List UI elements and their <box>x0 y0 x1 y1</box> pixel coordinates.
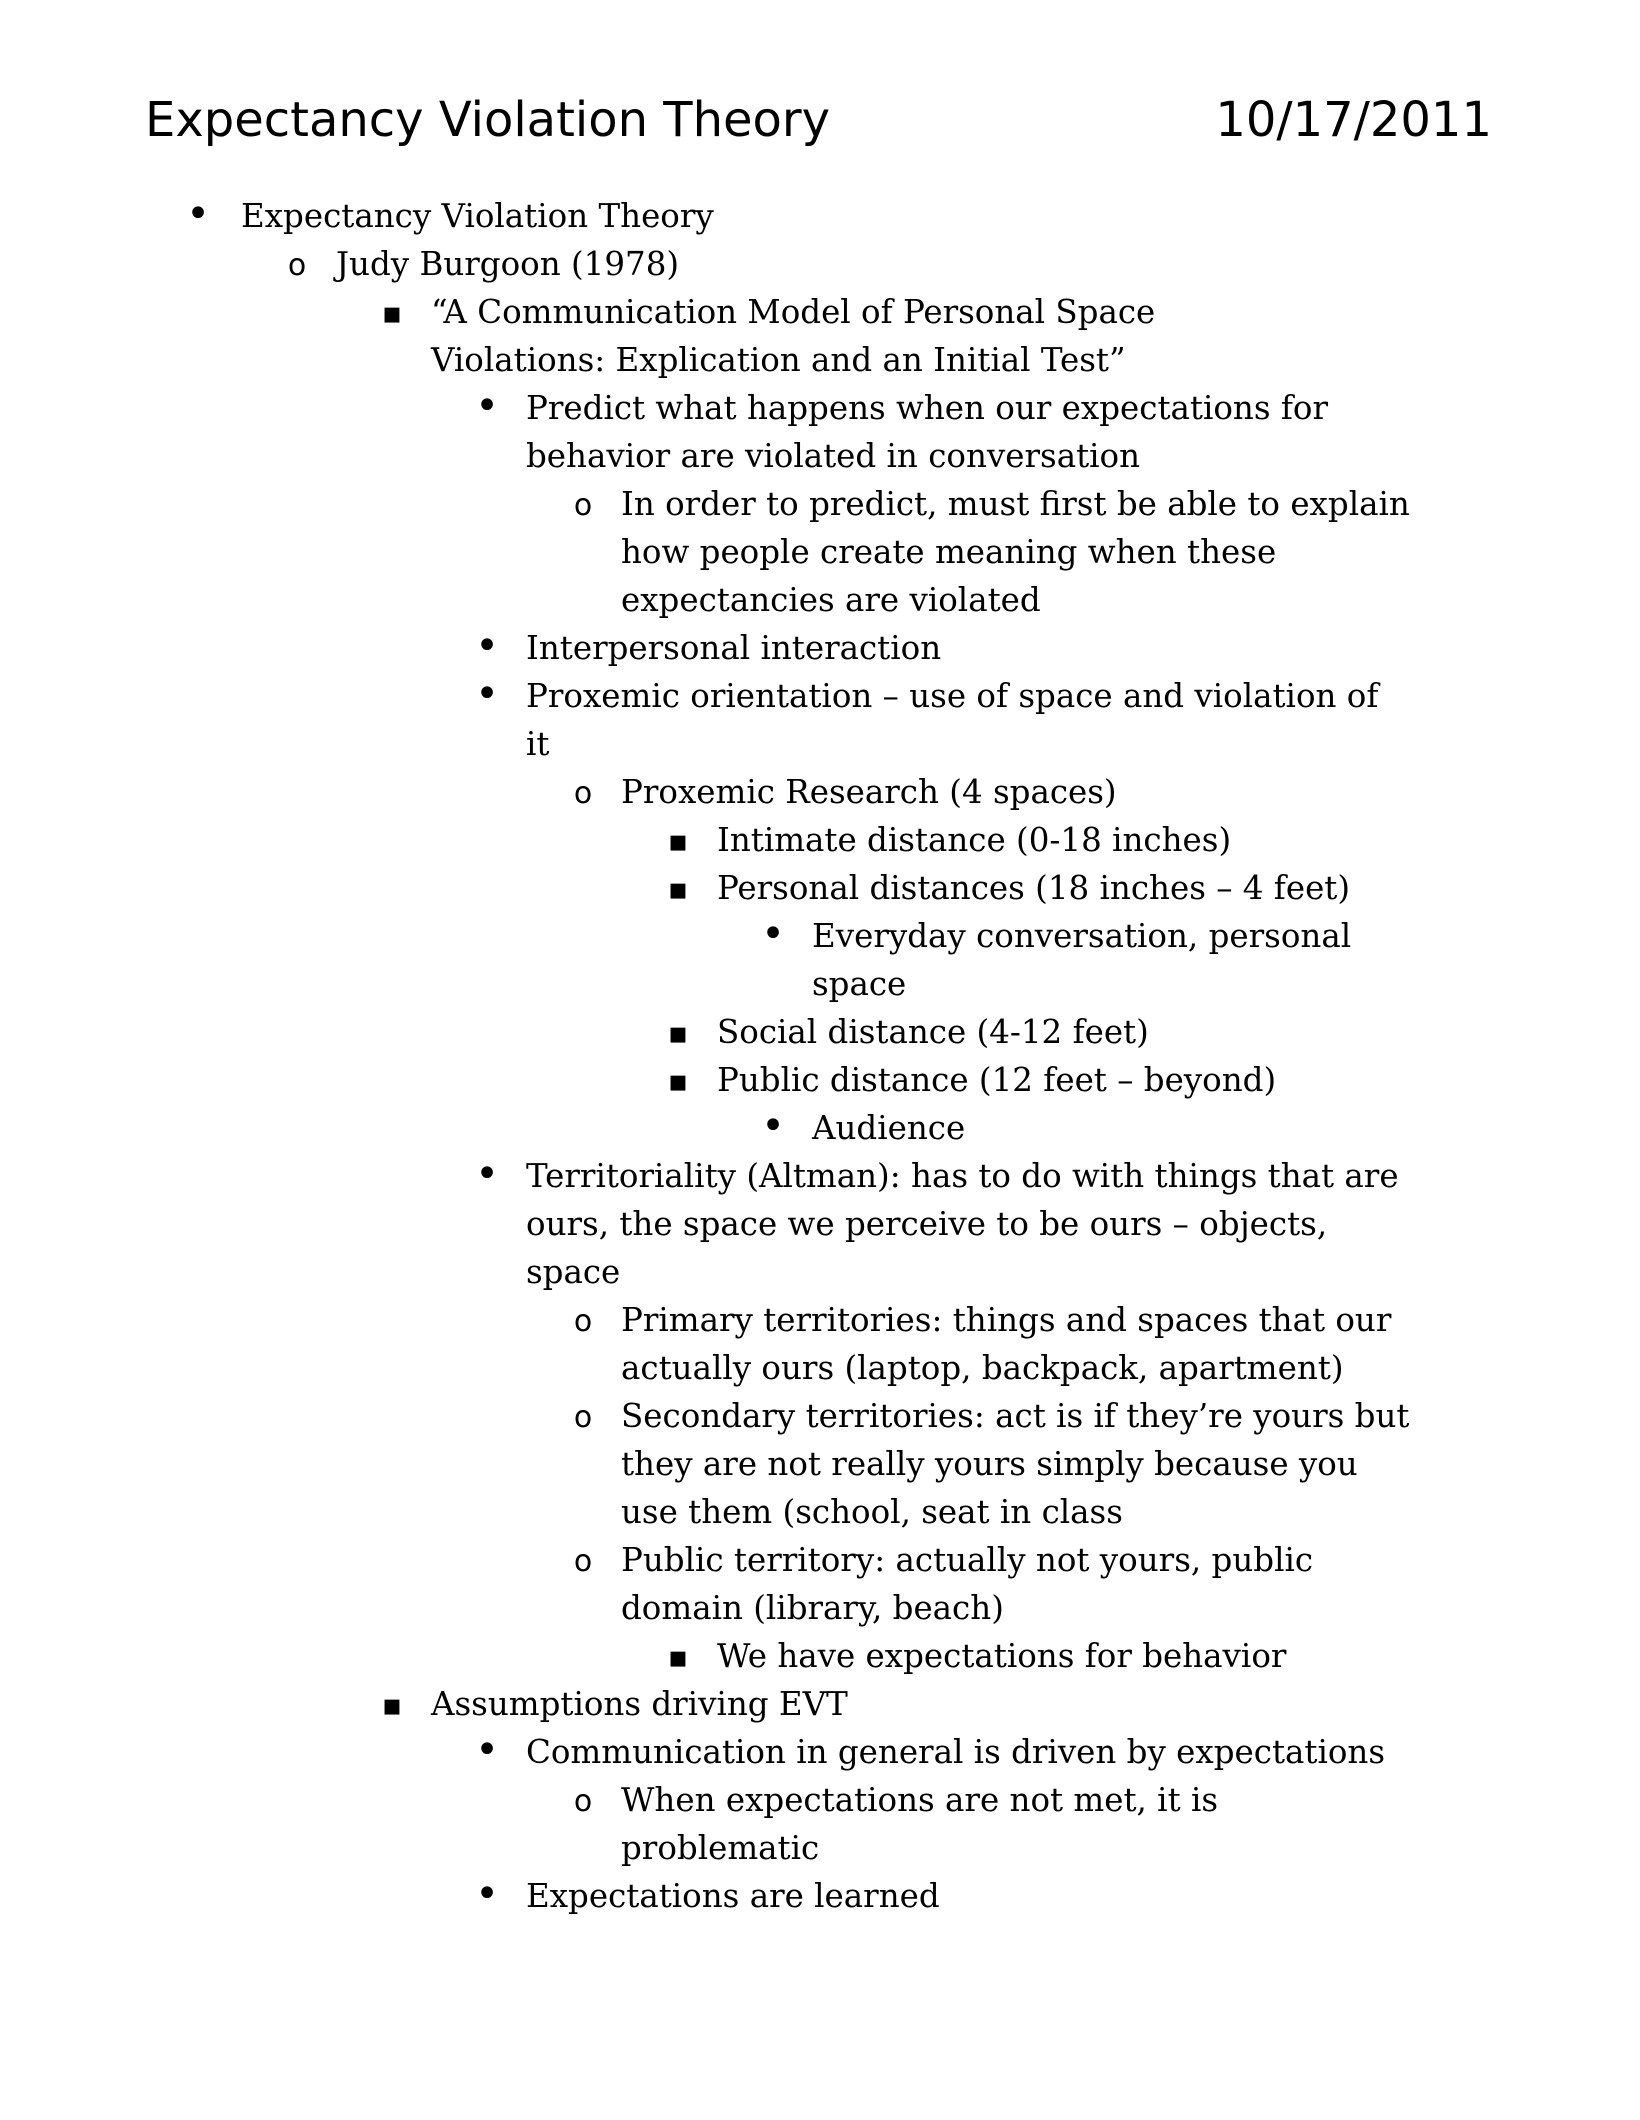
circle-bullet-icon <box>568 1536 598 1585</box>
outline-item-text: Audience <box>812 1109 966 1147</box>
circle-bullet-icon <box>568 1296 598 1345</box>
circle-bullet-icon <box>568 1776 598 1825</box>
outline-item-text: Personal distances (18 inches – 4 feet) <box>717 869 1351 907</box>
outline-item-text: When expectations are not met, it is problematic <box>621 1781 1219 1867</box>
outline-item-text: Proxemic Research (4 spaces) <box>621 773 1117 811</box>
outline-item <box>0 240 1640 288</box>
square-bullet-icon <box>663 816 693 865</box>
outline-item-text: Interpersonal interaction <box>526 629 942 667</box>
outline-item <box>0 288 1640 384</box>
outline-item <box>0 816 1640 864</box>
circle-bullet-icon <box>568 768 598 817</box>
disc-bullet-icon <box>183 192 213 240</box>
circle-bullet-icon <box>282 240 312 289</box>
disc-bullet-icon <box>472 1728 502 1776</box>
outline-item <box>0 912 1640 1008</box>
outline-item <box>0 480 1640 624</box>
disc-bullet-icon <box>758 1104 788 1152</box>
disc-bullet-icon <box>472 384 502 432</box>
circle-bullet-icon <box>568 1392 598 1441</box>
outline-item <box>0 1728 1640 1776</box>
outline-item <box>0 1152 1640 1296</box>
outline-item-text: Social distance (4-12 feet) <box>717 1013 1149 1051</box>
outline-item <box>0 1296 1640 1392</box>
outline-item-text: Public territory: actually not yours, public domain (library, beach) <box>621 1541 1314 1627</box>
square-bullet-icon <box>663 1008 693 1057</box>
outline-item-text: Communication in general is driven by expectations <box>526 1733 1386 1771</box>
disc-bullet-icon <box>758 912 788 960</box>
outline-item <box>0 1104 1640 1152</box>
circle-bullet-icon <box>568 480 598 529</box>
notes-outline <box>0 192 1640 1920</box>
outline-item-text: Expectations are learned <box>526 1877 940 1915</box>
outline-item-text: Intimate distance (0-18 inches) <box>717 821 1232 859</box>
outline-item <box>0 1008 1640 1056</box>
outline-item-text: “A Communication Model of Personal Space Violations: Explication and an Initial Test” <box>431 293 1156 379</box>
disc-bullet-icon <box>472 1152 502 1200</box>
outline-item <box>0 1680 1640 1728</box>
page-title: Expectancy Violation Theory <box>145 92 831 148</box>
outline-item-text: In order to predict, must first be able to explain how people create meaning when these expectancies are violated <box>621 485 1410 619</box>
outline-item-text: Judy Burgoon (1978) <box>336 245 680 283</box>
square-bullet-icon <box>377 288 407 337</box>
outline-item <box>0 1536 1640 1632</box>
outline-item-text: Public distance (12 feet – beyond) <box>717 1061 1277 1099</box>
outline-item <box>0 1776 1640 1872</box>
outline-item <box>0 1056 1640 1104</box>
outline-item-text: Proxemic orientation – use of space and violation of it <box>526 677 1379 763</box>
outline-item <box>0 192 1640 240</box>
square-bullet-icon <box>663 1632 693 1681</box>
outline-item-text: Territoriality (Altman): has to do with things that are ours, the space we perceive to be ours – objects, space <box>526 1157 1399 1291</box>
outline-item-text: Predict what happens when our expectations for behavior are violated in conversation <box>526 389 1328 475</box>
outline-item-text: Expectancy Violation Theory <box>241 197 714 235</box>
square-bullet-icon <box>663 864 693 913</box>
disc-bullet-icon <box>472 672 502 720</box>
page-date: 10/17/2011 <box>1215 92 1492 148</box>
outline-item-text: Primary territories: things and spaces that our actually ours (laptop, backpack, apartment) <box>621 1301 1392 1387</box>
outline-item <box>0 672 1640 768</box>
outline-item-text: We have expectations for behavior <box>717 1637 1287 1675</box>
outline-item-text: Everyday conversation, personal space <box>812 917 1352 1003</box>
outline-item <box>0 1872 1640 1920</box>
outline-item <box>0 624 1640 672</box>
outline-item <box>0 1392 1640 1536</box>
outline-item <box>0 384 1640 480</box>
outline-item <box>0 1632 1640 1680</box>
square-bullet-icon <box>377 1680 407 1729</box>
outline-item <box>0 768 1640 816</box>
disc-bullet-icon <box>472 624 502 672</box>
outline-item-text: Assumptions driving EVT <box>431 1685 848 1723</box>
outline-item <box>0 864 1640 912</box>
disc-bullet-icon <box>472 1872 502 1920</box>
square-bullet-icon <box>663 1056 693 1105</box>
outline-item-text: Secondary territories: act is if they’re yours but they are not really yours simply because you use them (school, seat in class <box>621 1397 1410 1531</box>
